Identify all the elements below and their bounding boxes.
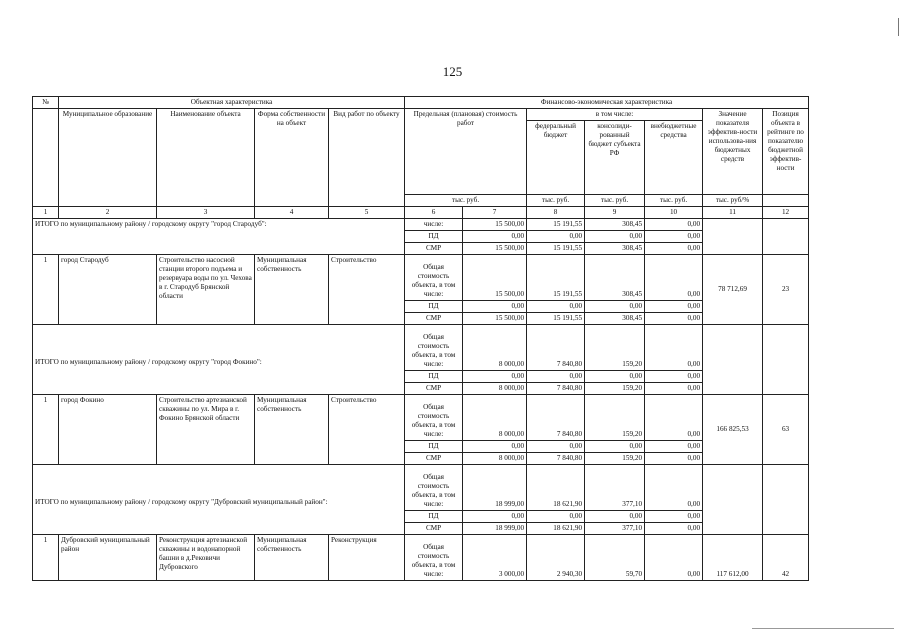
value-cell: 15 191,55 [527,243,585,255]
value-cell: 8 000,00 [463,325,527,371]
value-cell: 0,00 [645,371,703,383]
row-label-total: Общая стоимость объекта, в том числе: [405,465,463,511]
value-cell: 8 000,00 [463,453,527,465]
row-label: СМР [405,453,463,465]
total-efficiency-empty [703,465,763,535]
row-label: СМР [405,313,463,325]
value-cell: 0,00 [463,231,527,243]
header-no-spacer [33,109,59,207]
value-cell: 7 840,80 [527,383,585,395]
value-cell: 59,70 [585,535,645,581]
header-including: в том числе: [527,109,703,121]
header-ownership: Форма собственности на объект [255,109,329,207]
value-cell: 15 500,00 [463,243,527,255]
value-cell: 18 621,90 [527,523,585,535]
col-number: 9 [585,207,645,219]
row-label: ПД [405,301,463,313]
total-efficiency-empty [703,219,763,255]
total-rank-empty [763,219,809,255]
object-ownership: Муниципальная собственность [255,395,329,465]
object-rank: 63 [763,395,809,465]
object-ownership: Муниципальная собственность [255,255,329,325]
value-cell: 377,10 [585,523,645,535]
col-number: 1 [33,207,59,219]
header-federal: федеральный бюджет [527,121,585,195]
col-number: 2 [59,207,157,219]
object-work-type: Строительство [329,255,405,325]
header-work-type: Вид работ по объекту [329,109,405,207]
value-cell: 0,00 [527,511,585,523]
object-municipality: город Стародуб [59,255,157,325]
object-no: 1 [33,255,59,325]
value-cell: 0,00 [645,465,703,511]
object-ownership: Муниципальная собственность [255,535,329,581]
value-cell: 18 621,90 [527,465,585,511]
header-extrabudget: внебюджетные средства [645,121,703,195]
header-unit-eff: тыс. руб/% [703,195,763,207]
value-cell: 0,00 [463,441,527,453]
row-label-total: Общая стоимость объекта, в том числе: [405,325,463,371]
total-efficiency-empty [703,325,763,395]
value-cell: 0,00 [585,371,645,383]
total-row-dubrovsky [33,465,809,511]
value-cell: 0,00 [527,441,585,453]
header-finance-group: Финансово-экономическая характеристика [405,97,809,109]
col-number: 4 [255,207,329,219]
object-work-type: Строительство [329,395,405,465]
value-cell: 0,00 [527,231,585,243]
value-cell: 0,00 [463,511,527,523]
total-row-starodub [33,219,809,231]
value-cell: 308,45 [585,255,645,301]
total-title-text: ИТОГО по муниципальному району / городскому округу "Дубровский муниципальный район": [35,498,328,506]
header-object-name: Наименование объекта [157,109,255,207]
value-cell: 15 191,55 [527,219,585,231]
value-cell: 0,00 [585,231,645,243]
edge-mark [898,18,899,36]
col-number: 5 [329,207,405,219]
col-number: 8 [527,207,585,219]
value-cell: 0,00 [645,441,703,453]
budget-table [32,96,809,581]
row-label: числе: [405,219,463,231]
value-cell: 308,45 [585,313,645,325]
value-cell: 8 000,00 [463,383,527,395]
value-cell: 0,00 [645,255,703,301]
header-unit-consolidated: тыс. руб. [585,195,645,207]
value-cell: 0,00 [645,395,703,441]
header-efficiency: Значение показателя эффектив-ности использова-ния бюджетных средств [703,109,763,195]
value-cell: 0,00 [645,325,703,371]
value-cell: 159,20 [585,325,645,371]
value-cell: 15 500,00 [463,313,527,325]
header-max-cost: Предельная (плановая) стоимость работ [405,109,527,195]
value-cell: 0,00 [645,383,703,395]
value-cell: 15 191,55 [527,255,585,301]
value-cell: 8 000,00 [463,395,527,441]
total-title: ИТОГО по муниципальному району / городскому округу "город Стародуб": [33,219,405,255]
value-cell: 0,00 [585,441,645,453]
header-rank: Позиция объекта в рейтинге по показателю бюджетной эффектив-ности [763,109,809,195]
footer-rule [752,628,894,629]
total-rank-empty [763,465,809,535]
value-cell: 15 191,55 [527,313,585,325]
value-cell: 3 000,00 [463,535,527,581]
value-cell: 7 840,80 [527,395,585,441]
object-municipality: Дубровский муниципальный район [59,535,157,581]
header-unit-federal: тыс. руб. [527,195,585,207]
value-cell: 15 500,00 [463,255,527,301]
value-cell: 0,00 [527,371,585,383]
row-label: ПД [405,371,463,383]
value-cell: 7 840,80 [527,453,585,465]
value-cell: 0,00 [463,301,527,313]
object-name: Строительство артезианской скважины по ул. Мира в г. Фокино Брянской области [157,395,255,465]
value-cell: 159,20 [585,395,645,441]
header-consolidated: консолиди-рованный бюджет субъекта РФ [585,121,645,195]
header-unit-extra: тыс. руб. [645,195,703,207]
value-cell: 0,00 [463,371,527,383]
row-label-total: Общая стоимость объекта, в том числе: [405,535,463,581]
value-cell: 0,00 [527,301,585,313]
value-cell: 0,00 [645,313,703,325]
object-no: 1 [33,535,59,581]
row-label: СМР [405,383,463,395]
budget-table-sheet [32,96,808,581]
value-cell: 18 999,00 [463,523,527,535]
header-unit-cost: тыс. руб. [405,195,527,207]
col-number: 3 [157,207,255,219]
object-work-type: Реконструкция [329,535,405,581]
header-no: № [33,97,59,109]
value-cell: 377,10 [585,465,645,511]
total-title [33,325,405,395]
row-label: ПД [405,511,463,523]
value-cell: 159,20 [585,383,645,395]
col-number: 11 [703,207,763,219]
page-number: 125 [442,64,463,79]
value-cell: 7 840,80 [527,325,585,371]
object-row [33,535,809,581]
value-cell: 0,00 [645,301,703,313]
value-cell: 0,00 [645,219,703,231]
object-rank: 42 [763,535,809,581]
row-label: СМР [405,243,463,255]
header-municipality: Муниципальное образование [59,109,157,207]
row-label: ПД [405,441,463,453]
object-efficiency: 166 825,53 [703,395,763,465]
value-cell: 0,00 [585,511,645,523]
object-efficiency: 117 612,00 [703,535,763,581]
object-efficiency: 78 712,69 [703,255,763,325]
row-label: СМР [405,523,463,535]
total-title [33,465,405,535]
col-number: 6 [405,207,463,219]
value-cell: 0,00 [645,453,703,465]
value-cell: 308,45 [585,243,645,255]
object-row [33,395,809,441]
row-label-total: Общая стоимость объекта, в том числе: [405,255,463,301]
value-cell: 0,00 [585,301,645,313]
object-rank: 23 [763,255,809,325]
object-row [33,255,809,301]
header-object-group: Объектная характеристика [59,97,405,109]
value-cell: 18 999,00 [463,465,527,511]
total-row-fokino [33,325,809,371]
object-municipality: город Фокино [59,395,157,465]
col-number: 10 [645,207,703,219]
total-title-text: ИТОГО по муниципальному району / городскому округу "город Фокино": [35,358,262,366]
value-cell: 308,45 [585,219,645,231]
value-cell: 15 500,00 [463,219,527,231]
row-label: ПД [405,231,463,243]
value-cell: 2 940,30 [527,535,585,581]
header-unit-rank [763,195,809,207]
value-cell: 159,20 [585,453,645,465]
value-cell: 0,00 [645,511,703,523]
value-cell: 0,00 [645,535,703,581]
col-number: 7 [463,207,527,219]
col-number: 12 [763,207,809,219]
object-no: 1 [33,395,59,465]
value-cell: 0,00 [645,523,703,535]
row-label-total: Общая стоимость объекта, в том числе: [405,395,463,441]
value-cell: 0,00 [645,231,703,243]
object-name: Реконструкция артезианской скважины и водонапорной башни в д.Рековичи Дубровского [157,535,255,581]
total-rank-empty [763,325,809,395]
value-cell: 0,00 [645,243,703,255]
object-name: Строительство насосной станции второго подъема и резервуара воды по ул. Чехова в г. Стародуб Брянской области [157,255,255,325]
